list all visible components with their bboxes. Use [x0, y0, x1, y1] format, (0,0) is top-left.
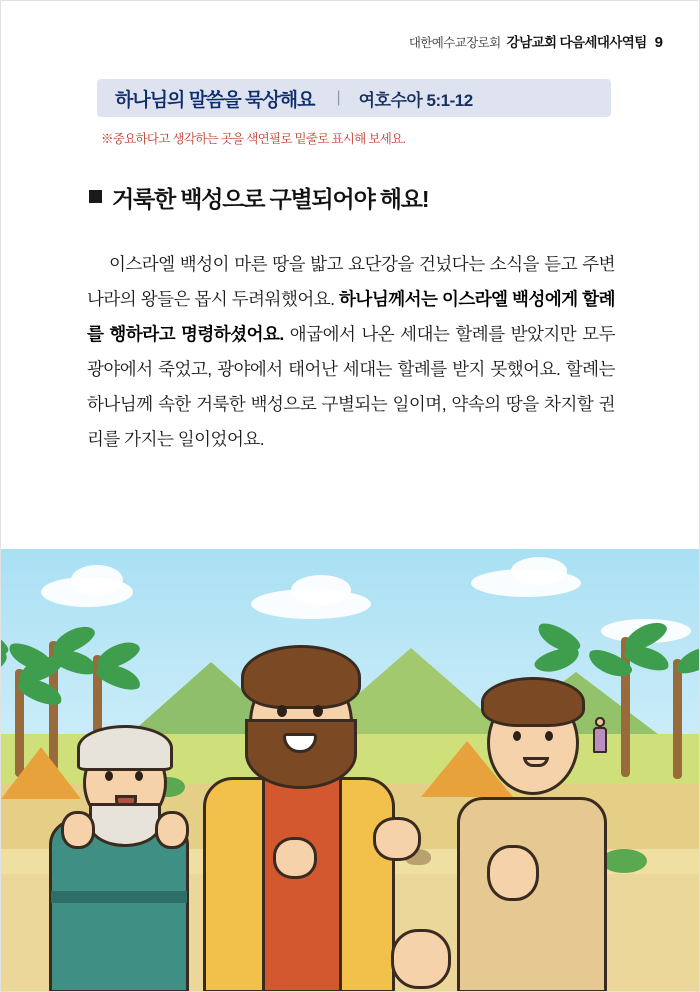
elder-beard: [89, 803, 161, 847]
joshua-eye-left: [277, 705, 287, 717]
elder-hair: [77, 725, 173, 771]
joshua-beard: [245, 719, 357, 789]
young-man-eye-left: [513, 731, 521, 741]
page-header: [409, 31, 663, 51]
body-part-3: 애굽에서 나온 세대는 할례를 받았지만 모두 광야에서 죽었고, 광야에서 태어난 세대는 할례를 받지 못했어요. 할례는 하나님께 속한 거룩한 백성으로 구별되는 일이며, 약속의 땅을 차지할 권리를 가지는 일이었어요.: [87, 323, 615, 449]
joshua-hair: [241, 645, 361, 709]
title-bar: [97, 79, 611, 117]
foreground-hand: [391, 929, 461, 992]
square-bullet-icon: [89, 190, 102, 203]
denomination-label: 대한예수교장로회: [408, 36, 501, 50]
young-man-robe: [457, 797, 607, 992]
section-heading-text: 거룩한 백성으로 구별되어야 해요!: [112, 186, 429, 212]
young-man-hair: [481, 677, 585, 727]
cloud-3b: [511, 557, 567, 585]
foreground-fist: [391, 929, 451, 989]
bible-story-illustration: [1, 549, 700, 992]
body-paragraph: [87, 247, 615, 457]
section-heading: [89, 181, 428, 214]
body-part-2-bold: 하나님께서는 이스라엘 백성에게 할례를 행하라고 명령하셨어요.: [87, 288, 615, 344]
cloud-2b: [291, 575, 351, 605]
scripture-reference: 여호수아 5:1-12: [358, 90, 473, 110]
joshua-eye-right: [313, 705, 323, 717]
cloud-1b: [71, 565, 123, 595]
figure-young-man: [431, 649, 631, 992]
church-label: 강남교회 다음세대사역팀: [506, 35, 647, 50]
notice-text: ※중요하다고 생각하는 곳을 색연필로 밑줄로 표시해 보세요.: [101, 132, 406, 146]
young-man-hands-clasped: [487, 845, 539, 901]
page-number: 9: [654, 34, 663, 51]
joshua-outer-cloak-right: [339, 777, 395, 992]
elder-eye-left: [105, 771, 113, 781]
young-man-eye-right: [545, 731, 553, 741]
title-bar-main-title: 하나님의 말씀을 묵상해요: [115, 89, 315, 111]
joshua-outer-cloak: [203, 777, 265, 992]
elder-belt: [51, 891, 187, 903]
body-part-1: 이스라엘 백성이 마른 땅을 밟고 요단강을 건넜다는 소식을 듣고 주변 나라의 왕들은 몹시 두려워했어요.: [87, 253, 615, 309]
title-bar-separator: |: [336, 89, 341, 106]
joshua-hand-chest: [273, 837, 317, 879]
elder-hand-left: [61, 811, 95, 849]
joshua-hand-open: [373, 817, 421, 861]
elder-eye-right: [135, 771, 143, 781]
